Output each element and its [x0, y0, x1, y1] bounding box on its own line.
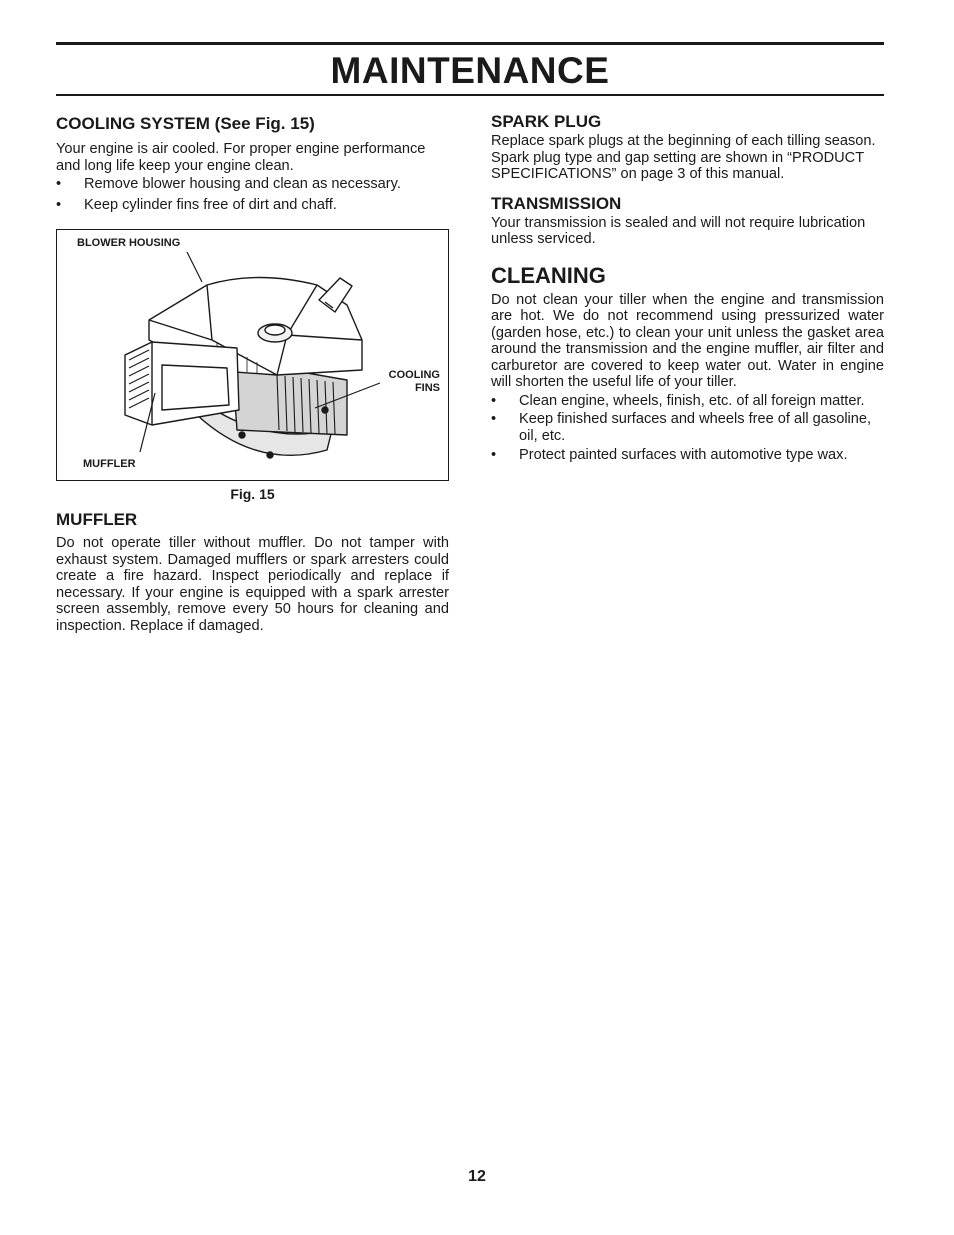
figure-caption: Fig. 15 [230, 486, 275, 502]
list-item: • Keep cylinder fins free of dirt and chaff. [56, 196, 337, 213]
transmission-heading: TRANSMISSION [491, 193, 622, 213]
left-column [56, 113, 449, 634]
cleaning-section [491, 262, 884, 464]
page-title: MAINTENANCE [330, 50, 610, 91]
list-item: • Clean engine, wheels, finish, etc. of all foreign matter. [491, 392, 865, 409]
label-cooling: COOLING [388, 369, 440, 381]
engine-figure [56, 229, 449, 481]
spark-plug-heading: SPARK PLUG [491, 112, 602, 131]
transmission-body: Your transmission is sealed and will not require lubrication unless serviced. [491, 214, 866, 247]
page-number: 12 [468, 1168, 486, 1185]
cleaning-heading: CLEANING [491, 262, 606, 288]
muffler-heading: MUFFLER [56, 510, 138, 529]
list-item: • Protect painted surfaces with automotive type wax. [491, 447, 848, 463]
list-item: • Keep finished surfaces and wheels free of all gasoline, oil, etc. [491, 411, 872, 444]
bullet-icon: • [491, 447, 497, 463]
transmission-section [491, 193, 884, 248]
header-rule-top [56, 42, 884, 45]
bullet-icon: • [491, 392, 497, 409]
header-rule-bottom [56, 94, 884, 96]
cleaning-body: Do not clean your tiller when the engine and transmission are hot. We do not recommend using pressurized water (garden hose, etc.) to clean your unit unless the gasket area around the transmission and the engine muffler, air filter and carburetor are covered to keep water out. Water in engine will shorten the useful life of your tiller. [491, 291, 884, 390]
bullet-icon: • [56, 196, 62, 213]
cleaning-bullets [491, 393, 884, 464]
bullet-icon: • [56, 176, 62, 192]
right-column [491, 111, 884, 464]
label-fins: FINS [414, 382, 440, 394]
label-blower-housing: BLOWER HOUSING [77, 237, 181, 249]
cooling-system-heading: COOLING SYSTEM (See Fig. 15) [56, 114, 315, 133]
cooling-system-body: Your engine is air cooled. For proper engine performance and long life keep your engine clean. [56, 141, 426, 174]
label-muffler: MUFFLER [83, 458, 136, 470]
engine-illustration [57, 230, 448, 480]
cooling-system-bullets [56, 176, 449, 213]
muffler-section [56, 509, 449, 634]
list-item: • Remove blower housing and clean as necessary. [56, 176, 401, 192]
cooling-system-section [56, 113, 449, 213]
spark-plug-body: Replace spark plugs at the beginning of each tilling season. Spark plug type and gap setting are shown in “PRODUCT SPECIFICATIONS” on page 3 of this manual. [491, 133, 876, 182]
bullet-icon: • [491, 411, 497, 427]
muffler-body: Do not operate tiller without muffler. Do not tamper with exhaust system. Damaged mufflers or spark arresters could create a fire hazard. Inspect periodically and replace if necessary. If your engine is equipped with a spark arrester screen assembly, remove every 50 hours for cleaning and inspection. Replace if damaged. [56, 535, 449, 634]
spark-plug-section [491, 111, 884, 183]
